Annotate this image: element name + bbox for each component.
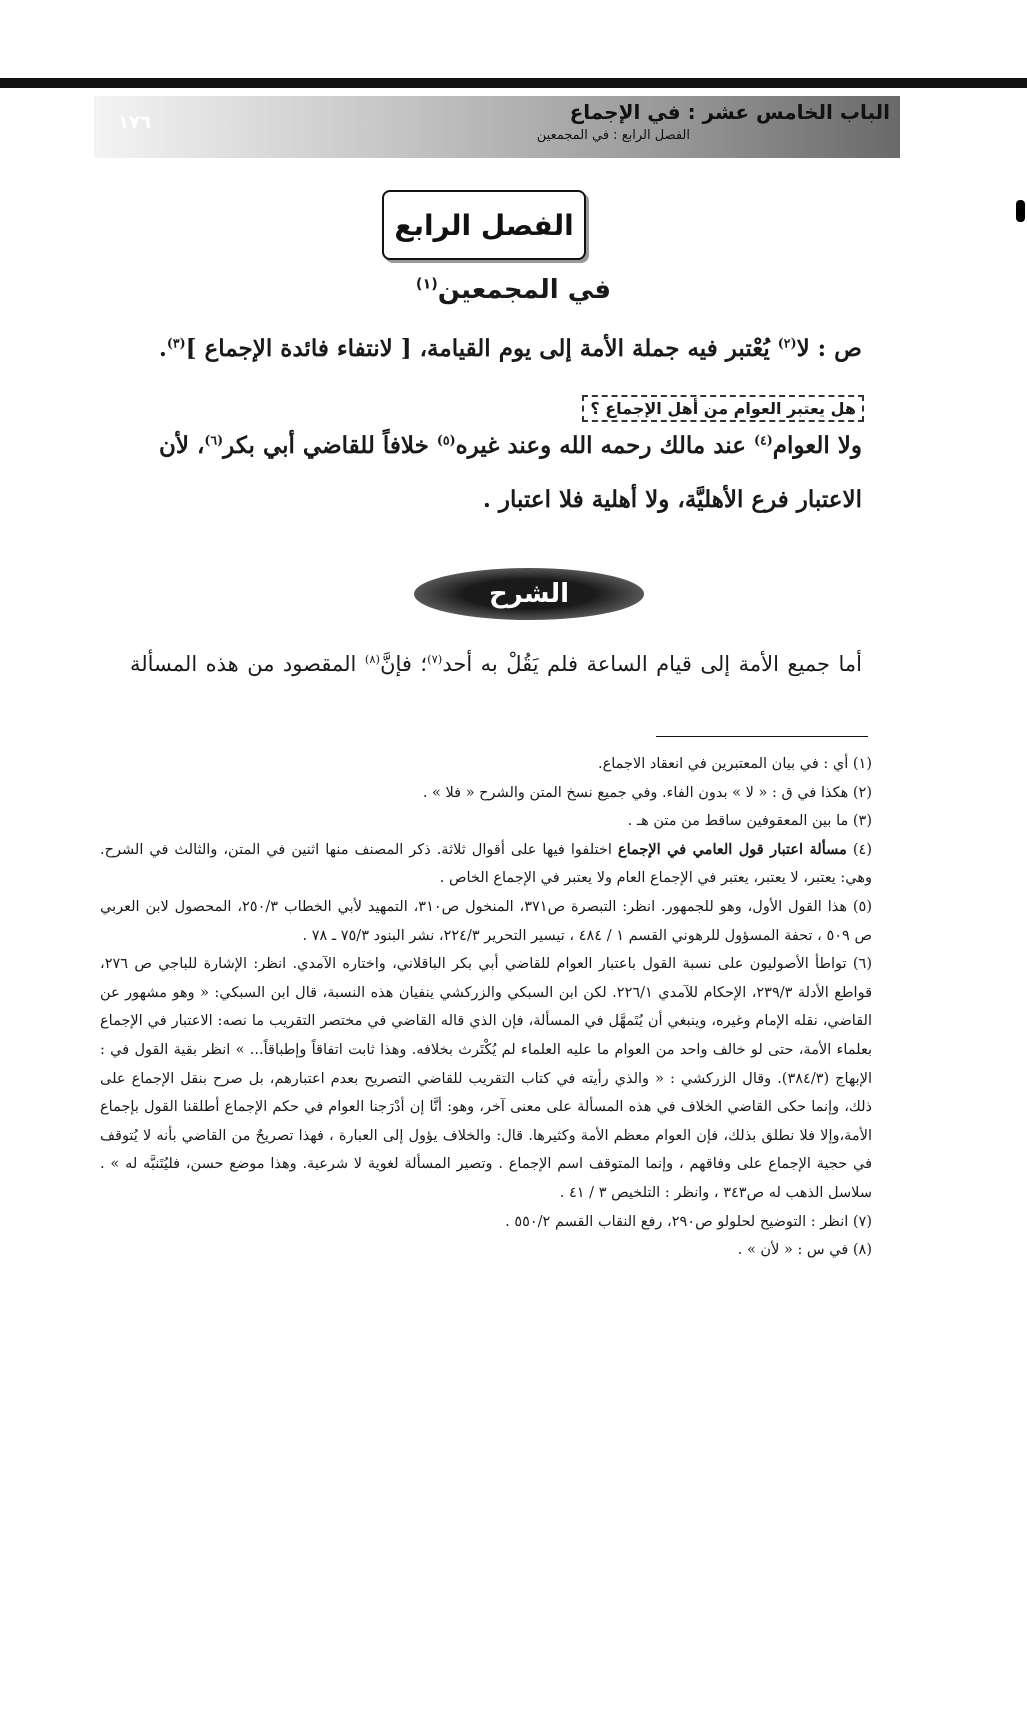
matn-line-3: الاعتبار فرع الأهليَّة، ولا أهلية فلا اعتبار . (482, 486, 862, 513)
running-header (94, 96, 900, 158)
sharh-text: أما جميع الأمة إلى قيام الساعة فلم يَقُلْ به أحد (442, 652, 862, 676)
page-number: ١٧٦ (118, 112, 151, 133)
running-header-title: الباب الخامس عشر : في الإجماع (569, 100, 890, 124)
footnote-ref: (٥) (436, 432, 456, 448)
matn-line-2 (90, 432, 862, 459)
edge-mark (1016, 200, 1025, 222)
running-header-subtitle: الفصل الرابع : في المجمعين (536, 128, 690, 143)
footnote-ref: (١) (415, 276, 438, 293)
chapter-title: الفصل الرابع (394, 208, 574, 242)
footnote: (٨) في س : « لأن » . (737, 1242, 872, 1259)
sharh-line-1 (130, 652, 862, 676)
matn-text: عند مالك رحمه الله وعند غيره (455, 432, 754, 459)
footnote: (٥) هذا القول الأول، وهو للجمهور. انظر: التبصرة ص٣٧١، المنخول ص٣١٠، التمهيد لأبي الخطاب ٢٥٠/٣، المحصول لابن العربي ص ٥٠٩ ، تحفة المسؤول للرهوني القسم ١ / ٤٨٤ ، تيسير التحرير ٢٢٤/٣، نشر البنود ٧٥/٣ ـ ٧٨ . (100, 898, 872, 944)
sharh-text: المقصود من هذه المسألة (130, 652, 365, 676)
matn-line-1 (90, 335, 862, 362)
footnote-ref: (٨) (364, 652, 381, 666)
chapter-subtitle (0, 275, 1027, 305)
footnote (100, 836, 872, 893)
footnote-text: اختلفوا فيها على أقوال ثلاثة. ذكر المصنف منها اثنين في المتن، والثالث في الشرح. وهي: يعتبر، لا يعتبر، يعتبر في الإجماع العام ولا يعتبر في الإجماع الخاص . (100, 841, 872, 887)
margin-question-note: هل يعتبر العوام من أهل الإجماع ؟ (582, 395, 864, 422)
footnote-lead: (٤) (846, 841, 872, 858)
matn-text: ص : لا (796, 335, 862, 362)
footnotes (100, 750, 872, 1265)
top-rule (0, 78, 1027, 88)
footnote-ref: (٤) (753, 432, 773, 448)
footnote: (٢) هكذا في ق : « لا » بدون الفاء. وفي جميع نسخ المتن والشرح « فلا » . (422, 784, 872, 801)
footnote-ref: (٧) (427, 652, 443, 666)
footnote: (٣) ما بين المعقوفين ساقط من متن هـ . (627, 813, 872, 830)
sharh-heading: الشرح (488, 579, 570, 609)
footnote: (٦) تواطأ الأصوليون على نسبة القول باعتبار العوام للقاضي أبي بكر الباقلاني، واختاره الآمدي. انظر: الإشارة للباجي ص ٢٧٦، قواطع الأدلة ٢٣٩/٣، الإحكام للآمدي ٢٢٦/١. لكن ابن السبكي والزركشي ينفيان هذه النسبة، قال ابن السبكي: « وهو مشهور عن القاضي، نقله الإمام وغيره، وينبغي أن يُتَمهَّل في المسألة، فإن الذي قاله القاضي في مختصر التقريب ما نصه: الاعتبار في الإجماع بعلماء الأمة، حتى لو خالف واحد من العوام ما عليه العلماء لم يُكْتَرث بخلافه. وهذا ثابت اتفاقاً وإطباقاً... » انظر بقية القول في : الإبهاج (٣٨٤/٣). وقال الزركشي : « والذي رأيته في كتاب التقريب للقاضي التصريح بعدم اعتبارهم، بل صرح بنقل الإجماع على ذلك، وإنما حكى القاضي الخلاف في هذه المسألة على معنى آخر، وهو: أنَّا إن أدْرَجنا العوام في حكم الإجماع أطلقنا القول بإجماع الأمة،وإلا فلا نطلق بذلك، فإن العوام معظم الأمة وكثيرها. قال: والخلاف يؤول إلى العبارة ، فهذا تصريحٌ من القاضي بأنه لا يُتوقف في حجية الإجماع على وفاقهم ، وإنما المتوقف اسم الإجماع . وتصير المسألة لغوية لا شرعية. وهذا موضع حسن، فليُتَنبَّه له » . سلاسل الذهب له ص٣٤٣ ، وانظر : التلخيص ٣ / ٤١ . (100, 956, 872, 1201)
footnote: (٧) انظر : التوضيح لحلولو ص٢٩٠، رفع النقاب القسم ٥٥٠/٢ . (505, 1213, 872, 1230)
matn-text: . (158, 335, 167, 362)
matn-text: ، لأن (158, 432, 205, 459)
chapter-title-box (382, 190, 586, 260)
matn-text: ولا العوام (772, 432, 862, 459)
footnote-ref: (٢) (777, 335, 797, 351)
footnote-bold: مسألة اعتبار قول العامي في الإجماع (617, 840, 847, 858)
footnote-ref: (٣) (166, 335, 186, 351)
footnote-ref: (٦) (204, 432, 224, 448)
footnote-separator (656, 736, 868, 737)
chapter-subtitle-text: في المجمعين (437, 275, 612, 305)
footnote: (١) أي : في بيان المعتبرين في انعقاد الاجماع. (597, 756, 872, 772)
sharh-text: ؛ فإنَّ (380, 652, 428, 676)
matn-text: يُعْتبر فيه جملة الأمة إلى يوم القيامة، [ لانتفاء فائدة الإجماع ] (185, 335, 778, 362)
sharh-heading-badge (414, 568, 644, 620)
matn-text: خلافاً للقاضي أبي بكر (223, 432, 437, 459)
